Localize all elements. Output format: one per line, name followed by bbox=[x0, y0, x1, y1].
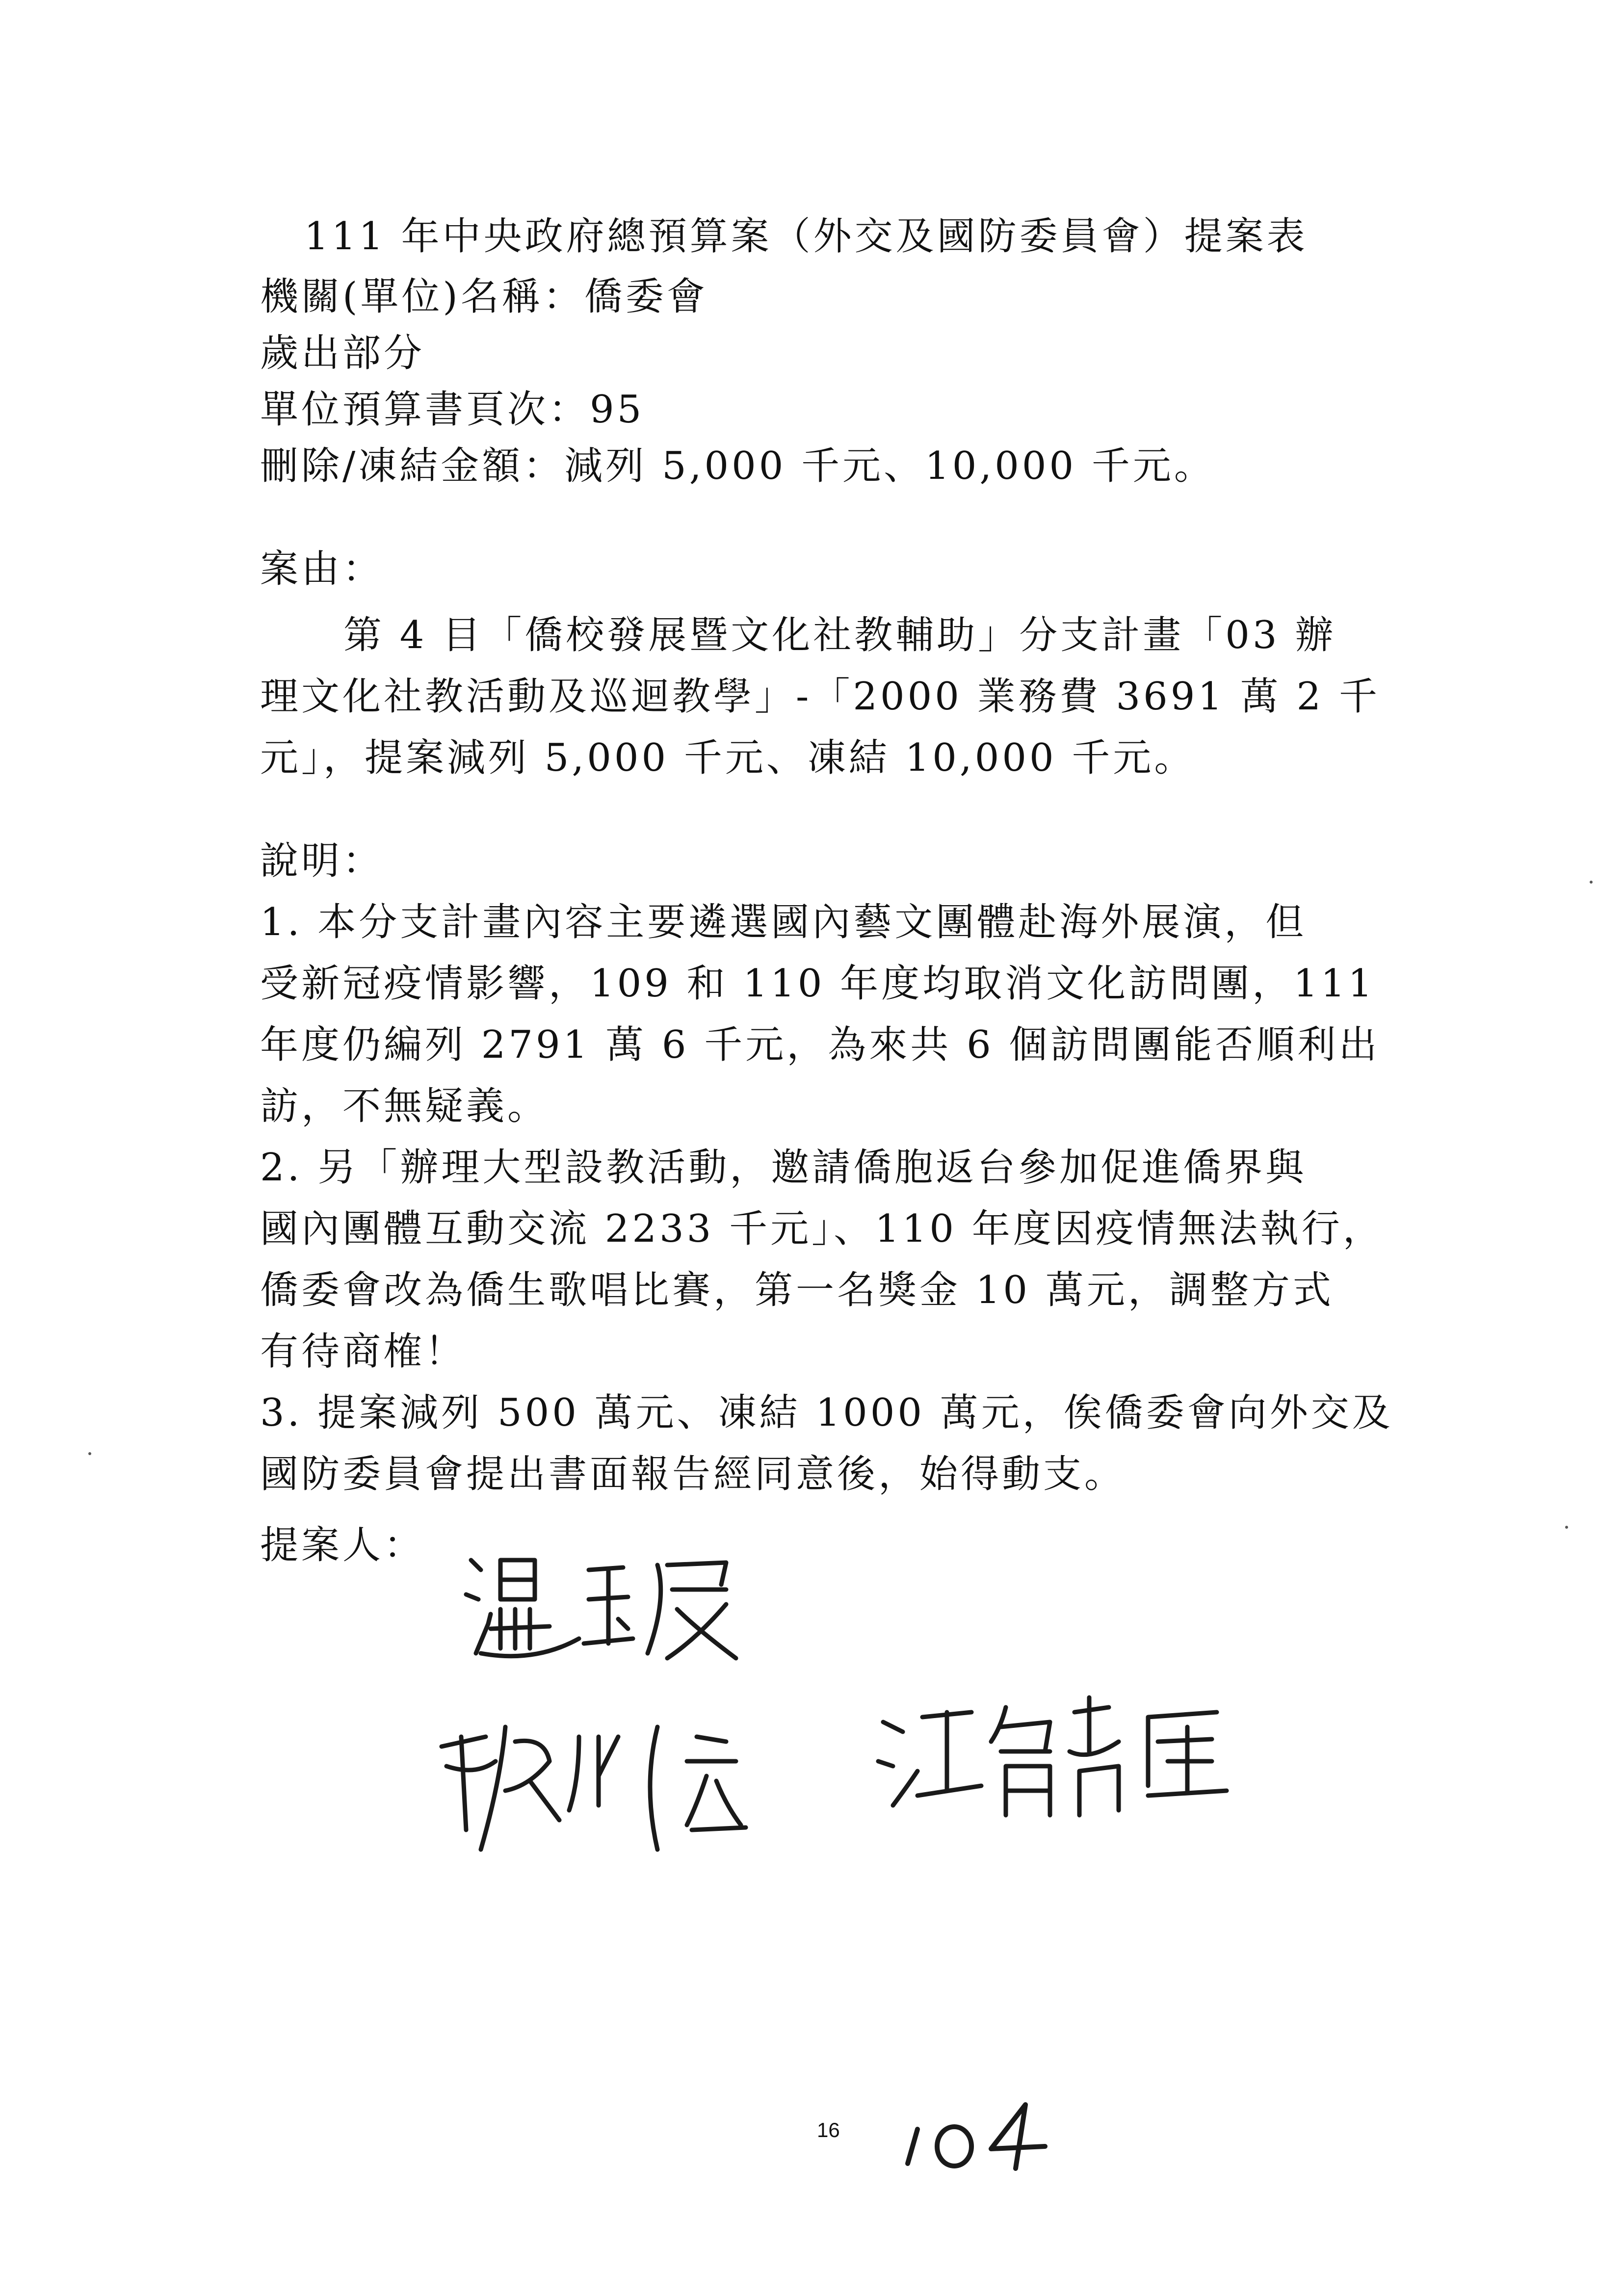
agency-line: 機關(單位)名稱：僑委會 bbox=[260, 275, 708, 319]
printed-page-number: 16 bbox=[817, 2118, 840, 2141]
section-line: 歲出部分 bbox=[260, 331, 425, 375]
explanation-line: 受新冠疫情影響，109 和 110 年度均取消文化訪問團，111 bbox=[260, 962, 1376, 1006]
explanation-line: 3. 提案減列 500 萬元、凍結 1000 萬元，俟僑委會向外交及 bbox=[260, 1391, 1393, 1435]
explanation-line: 國防委員會提出書面報告經同意後，始得動支。 bbox=[260, 1452, 1126, 1496]
page-ref-line: 單位預算書頁次：95 bbox=[260, 388, 645, 432]
scan-speck bbox=[1565, 1526, 1568, 1529]
explanation-line: 年度仍編列 2791 萬 6 千元，為來共 6 個訪問團能否順利出 bbox=[260, 1023, 1380, 1067]
amount-line: 刪除/凍結金額：減列 5,000 千元、10,000 千元。 bbox=[260, 444, 1215, 488]
signature-1 bbox=[461, 1540, 765, 1668]
explanation-line: 國內團體互動交流 2233 千元」、110 年度因疫情無法執行， bbox=[260, 1207, 1384, 1251]
reason-line: 元」，提案減列 5,000 千元、凍結 10,000 千元。 bbox=[260, 736, 1196, 780]
explanation-line: 訪，不無疑義。 bbox=[260, 1084, 549, 1128]
signature-3 bbox=[873, 1688, 1266, 1835]
document-title: 111 年中央政府總預算案（外交及國防委員會）提案表 bbox=[304, 214, 1308, 259]
scan-speck bbox=[88, 1452, 91, 1455]
handwritten-page-number bbox=[898, 2095, 1055, 2173]
explanation-heading: 說明： bbox=[260, 839, 384, 883]
signature-2 bbox=[432, 1707, 834, 1864]
explanation-line: 1. 本分支計畫內容主要遴選國內藝文團體赴海外展演，但 bbox=[260, 900, 1307, 944]
explanation-line: 2. 另「辦理大型設教活動，邀請僑胞返台參加促進僑界與 bbox=[260, 1146, 1307, 1190]
explanation-line: 有待商榷！ bbox=[260, 1330, 467, 1374]
explanation-line: 僑委會改為僑生歌唱比賽，第一名獎金 10 萬元，調整方式 bbox=[260, 1268, 1334, 1312]
scan-speck bbox=[1590, 881, 1593, 884]
reason-heading: 案由： bbox=[260, 547, 384, 591]
reason-line: 第 4 目「僑校發展暨文化社教輔助」分支計畫「03 辦 bbox=[343, 613, 1336, 657]
proposer-label: 提案人： bbox=[260, 1523, 425, 1567]
reason-line: 理文化社教活動及巡迴教學」-「2000 業務費 3691 萬 2 千 bbox=[260, 675, 1380, 719]
